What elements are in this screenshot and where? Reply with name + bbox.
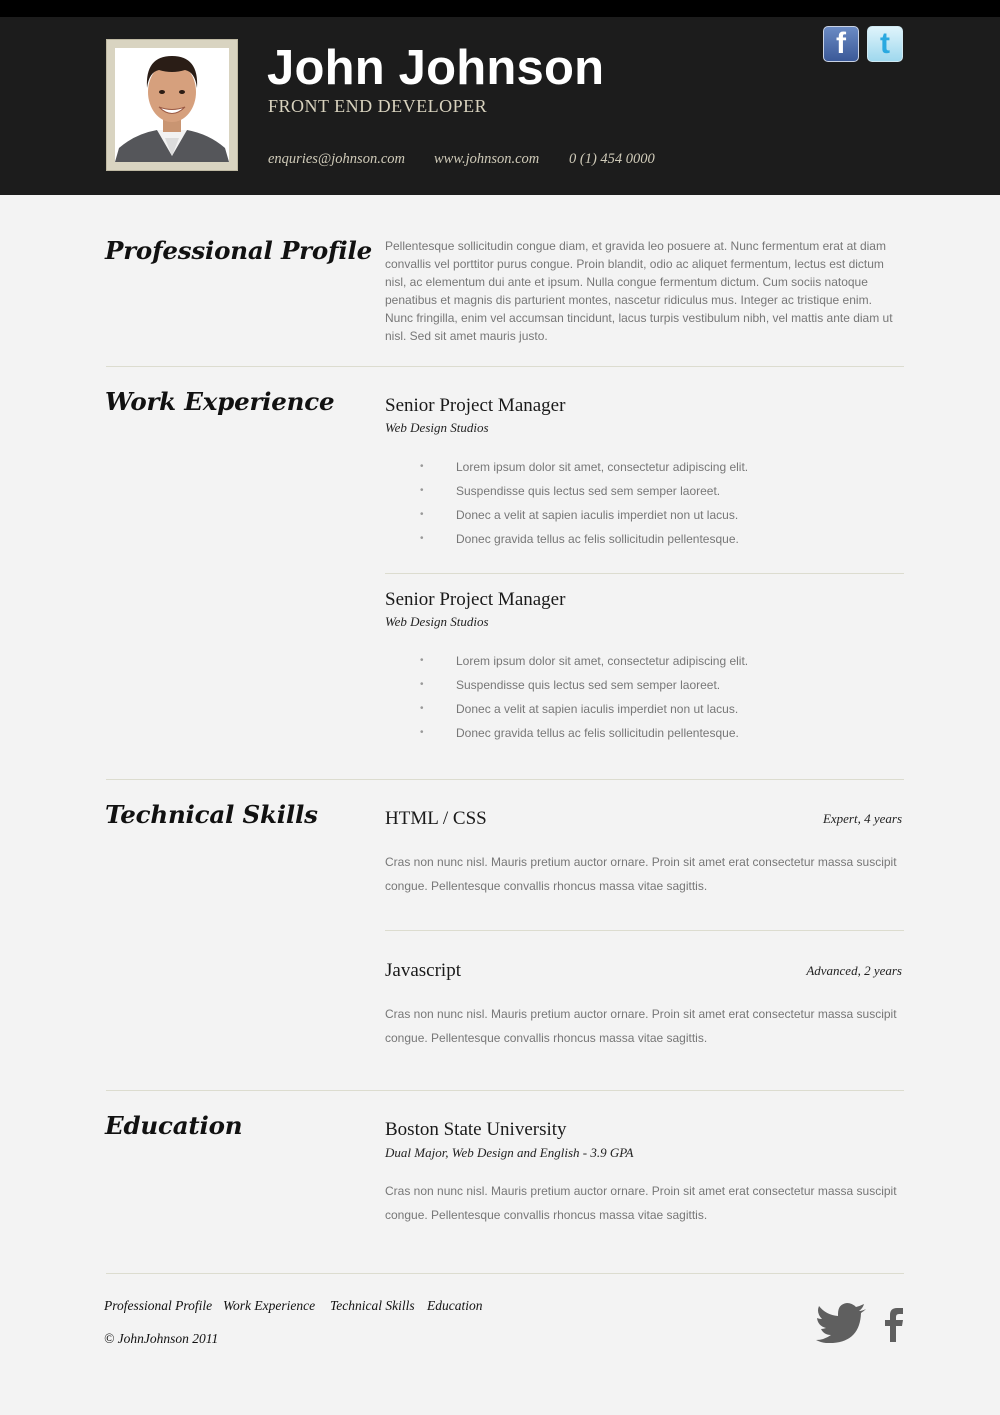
bullet-icon: • <box>420 679 424 690</box>
bullet-icon: • <box>420 703 424 714</box>
facebook-f-icon[interactable] <box>884 1308 904 1342</box>
person-name: John Johnson <box>267 41 605 95</box>
education-degree: Dual Major, Web Design and English - 3.9 GPA <box>385 1145 634 1160</box>
job-bullet: Donec gravida tellus ac felis sollicitudin pellentesque. <box>456 726 739 740</box>
skill-description: Cras non nunc nisl. Mauris pretium auctor ornare. Proin sit amet erat consectetur massa suscipit congue. Pellentesque convallis rhoncus massa vitae sagittis. <box>385 1007 897 1045</box>
job-title: Senior Project Manager <box>385 589 566 610</box>
twitter-bird-icon[interactable] <box>816 1303 868 1343</box>
job-bullet: Suspendisse quis lectus sed sem semper laoreet. <box>456 678 721 692</box>
contact-website[interactable]: www.johnson.com <box>434 151 540 167</box>
skill-name: HTML / CSS <box>385 808 487 829</box>
skill-level: Advanced, 2 years <box>806 963 902 978</box>
skill-name: Javascript <box>385 960 461 981</box>
job-bullet: Lorem ipsum dolor sit amet, consectetur adipiscing elit. <box>456 654 749 668</box>
job-role: FRONT END DEVELOPER <box>268 96 488 116</box>
footer-link-education[interactable]: Education <box>427 1298 483 1313</box>
bullet-icon: • <box>420 727 424 738</box>
section-divider <box>106 366 904 367</box>
footer-link-work[interactable]: Work Experience <box>223 1298 316 1313</box>
profile-photo-frame <box>106 39 238 171</box>
bullet-icon: • <box>420 533 424 544</box>
skill-divider <box>385 930 904 931</box>
profile-photo-illustration <box>115 48 229 162</box>
section-title-education: Education <box>105 1111 243 1140</box>
section-divider <box>106 779 904 780</box>
section-divider <box>106 1090 904 1091</box>
top-bar <box>0 0 1000 17</box>
twitter-icon[interactable]: t <box>867 26 903 62</box>
profile-photo <box>115 48 229 162</box>
job-title: Senior Project Manager <box>385 395 566 416</box>
bullet-icon: • <box>420 485 424 496</box>
footer-link-skills[interactable]: Technical Skills <box>330 1298 415 1313</box>
bullet-icon: • <box>420 509 424 520</box>
job-bullet: Lorem ipsum dolor sit amet, consectetur adipiscing elit. <box>456 460 749 474</box>
job-company: Web Design Studios <box>385 420 489 435</box>
contact-email[interactable]: enquries@johnson.com <box>268 151 405 167</box>
job-bullet: Donec gravida tellus ac felis sollicitudin pellentesque. <box>456 532 739 546</box>
job-bullet: Donec a velit at sapien iaculis imperdiet non ut lacus. <box>456 702 739 716</box>
section-title-profile: Professional Profile <box>105 236 372 265</box>
copyright: © JohnJohnson 2011 <box>104 1331 219 1346</box>
contact-phone: 0 (1) 454 0000 <box>569 151 655 167</box>
section-title-work: Work Experience <box>105 387 335 416</box>
education-description: Cras non nunc nisl. Mauris pretium auctor ornare. Proin sit amet erat consectetur massa suscipit congue. Pellentesque convallis rhoncus massa vitae sagittis. <box>385 1184 897 1222</box>
job-bullet: Suspendisse quis lectus sed sem semper laoreet. <box>456 484 721 498</box>
bullet-icon: • <box>420 461 424 472</box>
facebook-icon[interactable]: f <box>823 26 859 62</box>
education-school: Boston State University <box>385 1119 567 1140</box>
footer-divider <box>106 1273 904 1274</box>
skill-description: Cras non nunc nisl. Mauris pretium auctor ornare. Proin sit amet erat consectetur massa suscipit congue. Pellentesque convallis rhoncus massa vitae sagittis. <box>385 855 897 893</box>
job-bullet: Donec a velit at sapien iaculis imperdiet non ut lacus. <box>456 508 739 522</box>
job-divider <box>385 573 904 574</box>
footer-link-profile[interactable]: Professional Profile <box>104 1298 213 1313</box>
bullet-icon: • <box>420 655 424 666</box>
profile-text: Pellentesque sollicitudin congue diam, et gravida leo posuere at. Nunc fermentum erat at diam convallis vel porttitor purus congue. Proin blandit, odio ac aliquet fermentum, lectus est dictum nisl, ac elementum dui ante et ipsum. Nulla congue fermentum dictum. Cum sociis natoque penatibus et magnis dis parturient montes, nascetur ridiculus mus. Integer ac tristique enim. Nunc fringilla, enim vel accumsan tincidunt, lacus turpis vestibulum nibh, vel mattis ante diam ut nisl. Sed sit amet mauris justo. <box>385 239 893 343</box>
section-title-skills: Technical Skills <box>105 800 318 829</box>
job-company: Web Design Studios <box>385 614 489 629</box>
skill-level: Expert, 4 years <box>822 811 902 826</box>
